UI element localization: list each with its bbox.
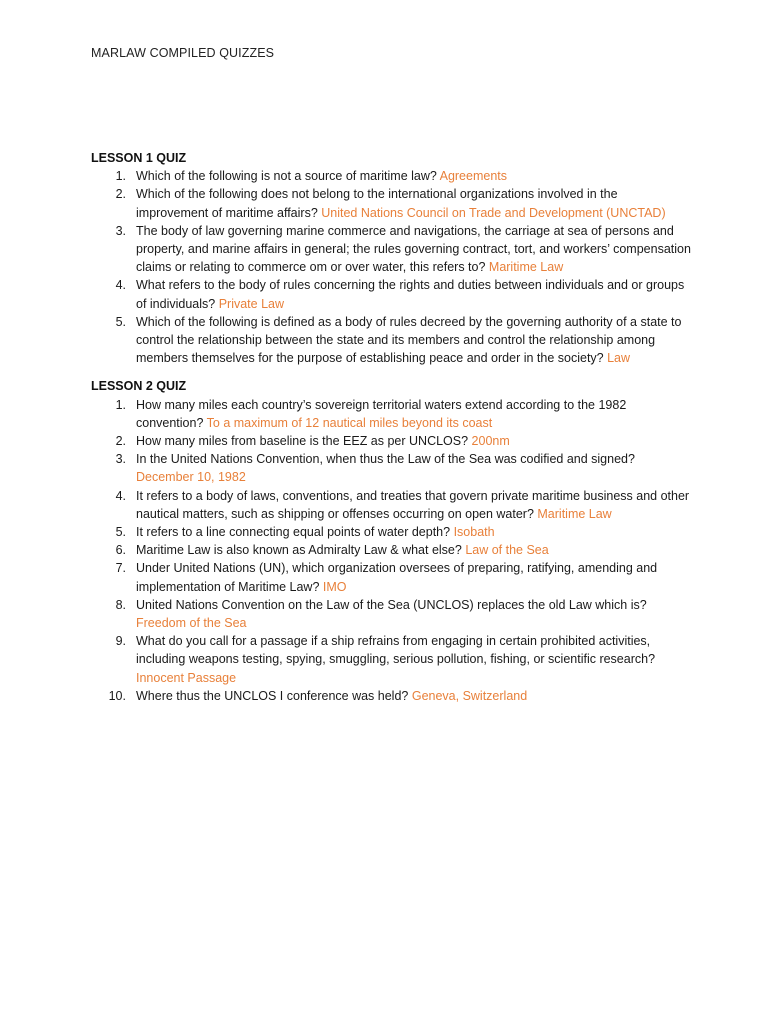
quiz-item (91, 450, 691, 486)
lesson-1-section (91, 149, 691, 367)
item-number: 6. (115, 543, 126, 558)
quiz-item (91, 222, 691, 277)
quiz-item (91, 396, 691, 432)
answer-text: IMO (322, 579, 347, 594)
answer-text: 200nm (471, 434, 510, 449)
answer-text: Geneva, Switzerland (411, 688, 528, 703)
lesson-1-heading: LESSON 1 QUIZ (91, 151, 187, 165)
item-number: 3. (115, 223, 126, 238)
question-text: Maritime Law is also known as Admiralty Law & what else? (136, 543, 466, 558)
quiz-item (91, 632, 691, 687)
item-number: 5. (115, 525, 126, 540)
quiz-item (91, 185, 691, 221)
question-text: In the United Nations Convention, when thus the Law of the Sea was codified and signed? (136, 452, 635, 467)
answer-text: Private Law (218, 296, 285, 311)
question-text: It refers to a line connecting equal points of water depth? (136, 525, 454, 540)
lesson-1-question-list (91, 167, 691, 367)
question-text: What refers to the body of rules concerning the rights and duties between individuals and or groups of individuals? (136, 278, 685, 311)
page-header: MARLAW COMPILED QUIZZES (91, 46, 275, 60)
quiz-item (91, 276, 691, 312)
item-number: 9. (115, 634, 126, 649)
quiz-item (91, 687, 691, 705)
quiz-item (91, 487, 691, 523)
question-text: It refers to a body of laws, conventions, and treaties that govern private maritime business and other nautical matters, such as shipping or offenses occurring on open water? (136, 488, 690, 521)
lesson-2-section (91, 377, 691, 705)
answer-text: Maritime Law (488, 260, 564, 275)
item-number: 10. (108, 688, 126, 703)
quiz-item (91, 523, 691, 541)
quiz-item (91, 596, 691, 632)
quiz-item (91, 167, 691, 185)
question-text: How many miles from baseline is the EEZ as per UNCLOS? (136, 434, 472, 449)
item-number: 2. (115, 434, 126, 449)
answer-text: Innocent Passage (136, 670, 237, 685)
quiz-item (91, 432, 691, 450)
answer-text: December 10, 1982 (136, 470, 246, 485)
answer-text: Freedom of the Sea (136, 616, 247, 631)
answer-text: Agreements (439, 169, 508, 184)
item-number: 4. (115, 488, 126, 503)
question-text: Under United Nations (UN), which organization oversees of preparing, ratifying, amending and implementation of Maritime Law? (136, 561, 658, 594)
question-text: Which of the following does not belong to the international organizations involved in the improvement of maritime affairs? (136, 187, 618, 220)
item-number: 5. (115, 314, 126, 329)
item-number: 8. (115, 597, 126, 612)
answer-text: Maritime Law (537, 506, 612, 521)
item-number: 3. (115, 452, 126, 467)
lesson-2-question-list (91, 396, 691, 705)
question-text: United Nations Convention on the Law of the Sea (UNCLOS) replaces the old Law which is? (136, 597, 647, 612)
question-text: How many miles each country’s sovereign territorial waters extend according to the 1982 convention? (136, 397, 627, 430)
answer-text: Law of the Sea (465, 543, 549, 558)
item-number: 7. (115, 561, 126, 576)
answer-text: Law (607, 351, 631, 366)
quiz-item (91, 541, 691, 559)
quiz-item (91, 313, 691, 368)
answer-text: To a maximum of 12 nautical miles beyond its coast (206, 415, 493, 430)
item-number: 1. (115, 397, 126, 412)
item-number: 1. (115, 169, 126, 184)
quiz-item (91, 559, 691, 595)
answer-text: United Nations Council on Trade and Development (UNCTAD) (321, 205, 666, 220)
lesson-2-heading: LESSON 2 QUIZ (91, 379, 187, 394)
document-body (91, 149, 691, 715)
item-number: 2. (115, 187, 126, 202)
item-number: 4. (115, 278, 126, 293)
question-text: The body of law governing marine commerce and navigations, the carriage at sea of persons and property, and marine affairs in general; the rules governing contract, tort, and workers’ compensation claims or relating to commerce om or over water, this refers to? (136, 223, 691, 275)
question-text: Which of the following is not a source of maritime law? (136, 169, 440, 184)
question-text: Where thus the UNCLOS I conference was held? (136, 688, 412, 703)
answer-text: Isobath (453, 525, 495, 540)
question-text: What do you call for a passage if a ship refrains from engaging in certain prohibited activities, including weapons testing, spying, smuggling, serious pollution, fishing, or scientific research? (136, 634, 656, 667)
question-text: Which of the following is defined as a body of rules decreed by the governing authority of a state to control the relationship between the state and its members and control the relationship among members themselves for the purpose of establishing peace and order in the society? (136, 314, 682, 366)
